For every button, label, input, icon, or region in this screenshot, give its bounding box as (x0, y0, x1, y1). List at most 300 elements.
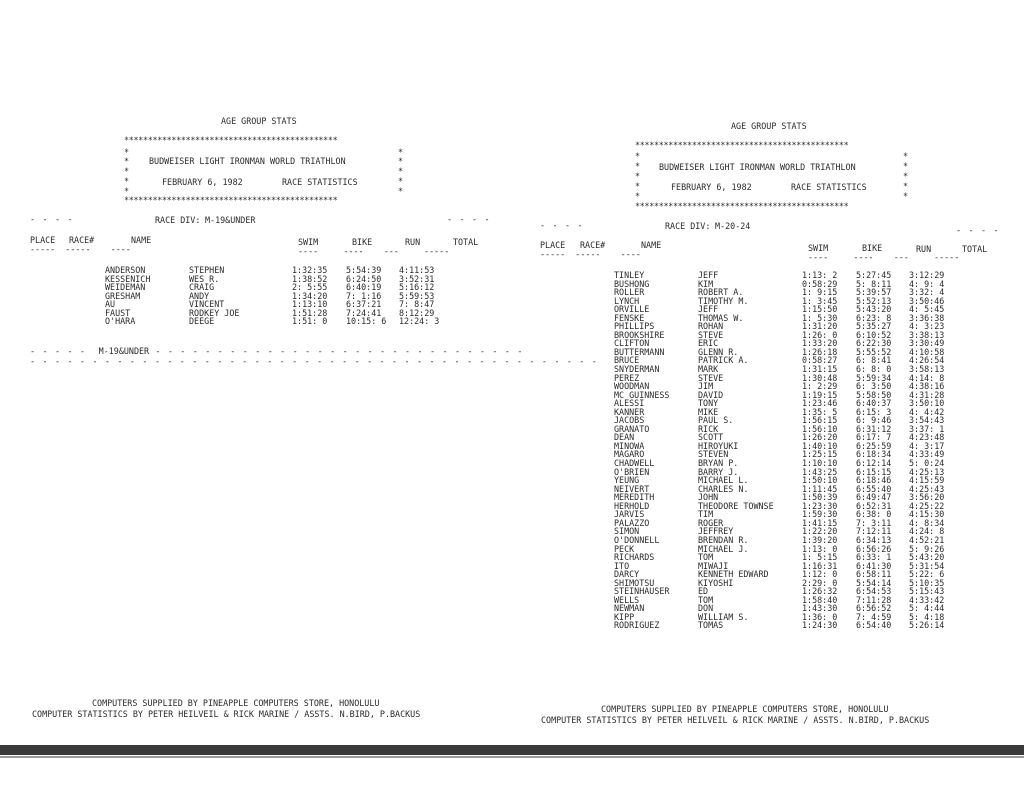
cell-bike: 10:15: 6 (346, 316, 387, 327)
cell-swim: 1:30:48 (802, 372, 838, 383)
cell-last-name: RICHARDS (614, 552, 655, 563)
cell-first-name: MICHAEL L. (698, 475, 749, 486)
cell-bike: 6:31:12 (856, 423, 892, 434)
cell-swim: 1:32:35 (292, 265, 328, 275)
cell-bike: 6:58:11 (856, 569, 892, 580)
cell-last-name: ALESSI (614, 398, 645, 409)
right-col-swim: SWIM (808, 243, 829, 253)
cell-last-name: ROLLER (614, 287, 645, 298)
cell-last-name: BRUCE (614, 355, 640, 366)
cell-swim: 1:36: 0 (802, 611, 838, 622)
cell-last-name: ANDERSON (105, 265, 146, 275)
cell-swim: 1:13: 2 (802, 270, 838, 280)
cell-swim: 1:26:32 (802, 586, 838, 597)
cell-first-name: TIM (698, 509, 714, 520)
cell-bike: 6:18:46 (856, 475, 892, 486)
left-race-div-label: RACE DIV: (155, 215, 201, 225)
cell-bike: 5:54:14 (856, 577, 892, 588)
cell-bike: 6:52:31 (856, 500, 892, 511)
cell-run: 5: 4:18 (909, 611, 945, 622)
cell-first-name: STEVEN (698, 449, 729, 460)
cell-last-name: YEUNG (614, 475, 640, 486)
cell-swim: 1:16:31 (802, 560, 838, 571)
cell-first-name: BRENDAN R. (698, 534, 749, 545)
cell-bike: 6: 8:41 (856, 355, 892, 366)
cell-swim: 1:31:15 (802, 364, 838, 375)
cell-last-name: LYNCH (614, 295, 640, 306)
cell-swim: 1:58:40 (802, 594, 838, 605)
cell-swim: 1:35: 5 (802, 406, 838, 417)
cell-bike: 6:54:40 (856, 620, 892, 631)
cell-swim: 1:51:28 (292, 307, 328, 318)
right-box-top-border: ********************************************* (635, 140, 849, 150)
cell-bike: 5:39:57 (856, 287, 892, 298)
cell-run: 5:26:14 (909, 620, 945, 631)
cell-last-name: GRESHAM (105, 290, 141, 301)
cell-bike: 6:12:14 (856, 458, 892, 469)
cell-last-name: KANNER (614, 406, 645, 417)
cell-first-name: ERIC (698, 338, 719, 349)
cell-swim: 0:58:29 (802, 278, 838, 289)
left-col-underline: ---- ---- --- ----- (298, 246, 450, 256)
cell-run: 4:11:53 (399, 265, 435, 275)
cell-first-name: CHARLES N. (698, 483, 749, 494)
cell-run: 3:12:29 (909, 270, 945, 280)
right-box-side: * (635, 181, 641, 191)
cell-swim: 1: 3:45 (802, 295, 838, 306)
cell-first-name: THEODORE TOWNSE (698, 500, 774, 511)
left-box-side: * (124, 166, 130, 176)
left-footer2: COMPUTER STATISTICS BY PETER HEILVEIL & RICK MARINE / ASSTS. N.BIRD, P.BACKUS (32, 709, 421, 719)
right-box-side: * (903, 171, 909, 181)
left-footer-dash: - - - - - - - - - - - - - - - - - - - - - - - - - - - - - - - - - - - - - - - - - - - - - - (30, 356, 599, 366)
cell-last-name: MEREDITH (614, 492, 655, 503)
left-box-title: BUDWEISER LIGHT IRONMAN WORLD TRIATHLON (149, 156, 346, 166)
cell-run: 4: 8:34 (909, 517, 945, 528)
right-box-side: * (635, 161, 641, 171)
cell-first-name: MIKE (698, 406, 719, 417)
cell-swim: 0:58:27 (802, 355, 838, 366)
left-footer1: COMPUTERS SUPPLIED BY PINEAPPLE COMPUTERS STORE, HONOLULU (92, 698, 380, 708)
cell-swim: 2: 5:55 (292, 282, 328, 293)
cell-first-name: PATRICK A. (698, 355, 749, 366)
cell-bike: 5:54:39 (346, 265, 382, 275)
cell-swim: 1:39:20 (802, 534, 838, 545)
cell-swim: 1:50:39 (802, 492, 838, 503)
cell-last-name: HERHOLD (614, 500, 650, 511)
cell-bike: 6:15:15 (856, 466, 892, 477)
cell-run: 3:32: 4 (909, 287, 945, 298)
right-dash: - - - - (540, 220, 584, 230)
cell-first-name: TIMOTHY M. (698, 295, 749, 306)
cell-first-name: DON (698, 603, 714, 614)
cell-bike: 7:11:28 (856, 594, 892, 605)
cell-bike: 6:33: 1 (856, 552, 892, 563)
cell-last-name: O'DONNELL (614, 534, 660, 545)
cell-run: 4: 3:23 (909, 321, 945, 332)
cell-last-name: FAUST (105, 307, 131, 318)
cell-first-name: HIROYUKI (698, 440, 739, 451)
left-dash: - - - - (30, 214, 74, 224)
cell-run: 4:33:42 (909, 594, 945, 605)
cell-bike: 6:17: 7 (856, 432, 892, 443)
cell-run: 3:54:43 (909, 415, 945, 426)
cell-first-name: STEPHEN (189, 265, 225, 275)
cell-run: 4:25:22 (909, 500, 945, 511)
cell-last-name: GRANATO (614, 423, 650, 434)
cell-last-name: MAGARO (614, 449, 645, 460)
cell-swim: 1:22:20 (802, 526, 838, 537)
cell-swim: 1:50:10 (802, 475, 838, 486)
cell-bike: 6:34:13 (856, 534, 892, 545)
cell-first-name: DEEGE (189, 316, 215, 327)
cell-first-name: CRAIG (189, 282, 215, 293)
cell-first-name: VINCENT (189, 299, 225, 310)
cell-swim: 1:13:10 (292, 299, 328, 310)
cell-bike: 5:43:20 (856, 304, 892, 315)
cell-run: 5:16:12 (399, 282, 435, 293)
cell-swim: 1:26:18 (802, 346, 838, 357)
cell-last-name: FENSKE (614, 312, 645, 323)
cell-run: 3:38:13 (909, 329, 945, 340)
cell-first-name: SCOTT (698, 432, 724, 443)
cell-first-name: ROBERT A. (698, 287, 744, 298)
cell-last-name: O'BRIEN (614, 466, 650, 477)
cell-swim: 1:43:25 (802, 466, 838, 477)
cell-first-name: RICK (698, 423, 719, 434)
cell-run: 4:24: 8 (909, 526, 945, 537)
cell-last-name: WELLS (614, 594, 640, 605)
cell-last-name: RODRIGUEZ (614, 620, 660, 631)
cell-last-name: DEAN (614, 432, 635, 443)
cell-first-name: TONY (698, 398, 719, 409)
left-box-side: * (398, 147, 404, 157)
cell-bike: 7:24:41 (346, 307, 382, 318)
cell-bike: 5:58:50 (856, 389, 892, 400)
cell-run: 4:38:16 (909, 381, 945, 392)
cell-swim: 1:51: 0 (292, 316, 328, 327)
right-col-name: NAME (641, 240, 662, 250)
cell-run: 5:31:54 (909, 560, 945, 571)
cell-run: 5: 9:26 (909, 543, 945, 554)
right-col-total: TOTAL (962, 244, 988, 254)
left-box-side: * (398, 166, 404, 176)
cell-swim: 1:24:30 (802, 620, 838, 631)
cell-last-name: MINOWA (614, 440, 645, 451)
cell-first-name: WES R. (189, 273, 220, 284)
cell-first-name: TOMAS (698, 620, 724, 631)
cell-run: 8:12:29 (399, 307, 435, 318)
right-box-side: * (635, 171, 641, 181)
cell-last-name: PHILLIPS (614, 321, 655, 332)
cell-last-name: NEIVERT (614, 483, 650, 494)
cell-first-name: THOMAS W. (698, 312, 744, 323)
cell-bike: 6:55:40 (856, 483, 892, 494)
left-col-race: RACE# (69, 235, 95, 245)
cell-swim: 1:19:15 (802, 389, 838, 400)
cell-run: 5: 0:24 (909, 458, 945, 469)
cell-last-name: KIPP (614, 611, 635, 622)
cell-swim: 1:11:45 (802, 483, 838, 494)
cell-run: 5:59:53 (399, 290, 435, 301)
cell-last-name: WOODMAN (614, 381, 650, 392)
cell-run: 4:31:28 (909, 389, 945, 400)
left-box-side: * (124, 176, 130, 186)
cell-run: 12:24: 3 (399, 316, 440, 327)
right-race-div-label: RACE DIV: (665, 221, 711, 231)
cell-run: 3:30:49 (909, 338, 945, 349)
right-col-underline: ----- ----- ---- (540, 249, 641, 259)
cell-bike: 6:10:52 (856, 329, 892, 340)
cell-bike: 6:18:34 (856, 449, 892, 460)
right-box-side: * (903, 151, 909, 161)
right-col-run: RUN (916, 244, 932, 254)
cell-run: 5:22: 6 (909, 569, 945, 580)
cell-swim: 2:29: 0 (802, 577, 838, 588)
cell-last-name: BUTTERMANN (614, 346, 665, 357)
cell-swim: 1:40:10 (802, 440, 838, 451)
cell-first-name: JEFF (698, 304, 719, 315)
left-col-bike: BIKE (352, 237, 373, 247)
cell-bike: 5:27:45 (856, 270, 892, 280)
cell-first-name: MICHAEL J. (698, 543, 749, 554)
right-col-place: PLACE (540, 240, 566, 250)
cell-run: 3:36:38 (909, 312, 945, 323)
cell-first-name: DAVID (698, 389, 724, 400)
left-header: AGE GROUP STATS (221, 116, 297, 126)
right-col-bike: BIKE (862, 243, 883, 253)
left-race-div: M-19&UNDER (205, 215, 256, 225)
cell-run: 4: 3:17 (909, 440, 945, 451)
cell-last-name: KESSENICH (105, 273, 151, 284)
left-box-side: * (398, 176, 404, 186)
right-box-side: * (635, 191, 641, 201)
right-box-date: FEBRUARY 6, 1982 (671, 182, 752, 192)
left-box-date: FEBRUARY 6, 1982 (162, 177, 243, 187)
cell-first-name: STEVE (698, 372, 724, 383)
right-box-sub: RACE STATISTICS (791, 182, 867, 192)
left-footer-div-label: M-19&UNDER (98, 346, 150, 356)
right-box-title: BUDWEISER LIGHT IRONMAN WORLD TRIATHLON (659, 162, 856, 172)
left-footer-div: - - - - - M-19&UNDER - - - - - - - - - - - - - - - - - - - - - - - - - - - - - - (30, 346, 524, 356)
cell-last-name: WEIDEMAN (105, 282, 146, 293)
cell-bike: 6:41:30 (856, 560, 892, 571)
right-box-side: * (903, 181, 909, 191)
cell-bike: 6: 8: 0 (856, 364, 892, 375)
cell-bike: 7: 4:59 (856, 611, 892, 622)
cell-first-name: KENNETH EDWARD (698, 569, 769, 580)
cell-run: 5:15:43 (909, 586, 945, 597)
cell-first-name: WILLIAM S. (698, 611, 749, 622)
cell-run: 4:23:48 (909, 432, 945, 443)
cell-first-name: ANDY (189, 290, 210, 301)
cell-first-name: MARK (698, 364, 719, 375)
scan-bottom-line (0, 756, 1024, 758)
left-box-bottom-border: ********************************************* (124, 195, 338, 205)
cell-last-name: TINLEY (614, 270, 645, 280)
left-box-side: * (398, 156, 404, 166)
cell-bike: 6: 9:46 (856, 415, 892, 426)
cell-run: 3:50:10 (909, 398, 945, 409)
left-col-place: PLACE (30, 235, 56, 245)
cell-run: 4:14: 8 (909, 372, 945, 383)
left-box-side: * (124, 147, 130, 157)
cell-bike: 7:12:11 (856, 526, 892, 537)
cell-swim: 1:26: 0 (802, 329, 838, 340)
cell-last-name: JACOBS (614, 415, 645, 426)
cell-bike: 6:56:26 (856, 543, 892, 554)
cell-bike: 6:49:47 (856, 492, 892, 503)
cell-run: 4: 9: 4 (909, 278, 945, 289)
cell-last-name: PECK (614, 543, 635, 554)
cell-bike: 6:25:59 (856, 440, 892, 451)
left-box-top-border: ********************************************* (124, 135, 338, 145)
cell-first-name: BARRY J. (698, 466, 739, 477)
cell-first-name: JEFFREY (698, 526, 734, 537)
cell-last-name: MC GUINNESS (614, 389, 670, 400)
cell-run: 3:56:20 (909, 492, 945, 503)
cell-swim: 1:13: 0 (802, 543, 838, 554)
cell-swim: 1:56:10 (802, 423, 838, 434)
cell-run: 4:10:58 (909, 346, 945, 357)
cell-swim: 1:59:30 (802, 509, 838, 520)
cell-last-name: SNYDERMAN (614, 364, 660, 375)
cell-first-name: BRYAN P. (698, 458, 739, 469)
cell-swim: 1:10:10 (802, 458, 838, 469)
right-col-race: RACE# (580, 240, 606, 250)
cell-run: 7: 8:47 (399, 299, 435, 310)
cell-bike: 6:40:19 (346, 282, 382, 293)
right-box-bottom-border: ********************************************* (635, 201, 849, 211)
cell-last-name: BUSHONG (614, 278, 650, 289)
left-col-run: RUN (405, 237, 421, 247)
cell-last-name: CLIFTON (614, 338, 650, 349)
cell-bike: 6:54:53 (856, 586, 892, 597)
cell-last-name: JARVIS (614, 509, 645, 520)
cell-bike: 6:38: 0 (856, 509, 892, 520)
cell-run: 4: 5:45 (909, 304, 945, 315)
cell-bike: 6:24:50 (346, 273, 382, 284)
cell-run: 4:15:30 (909, 509, 945, 520)
cell-swim: 1:34:20 (292, 290, 328, 301)
left-col-name: NAME (131, 235, 152, 245)
cell-bike: 6:40:37 (856, 398, 892, 409)
right-col-underline: ---- ---- --- ----- (808, 252, 960, 262)
scan-bottom-bar (0, 745, 1024, 755)
cell-first-name: JOHN (698, 492, 719, 503)
cell-run: 4: 4:42 (909, 406, 945, 417)
cell-bike: 6:23: 8 (856, 312, 892, 323)
cell-run: 4:15:59 (909, 475, 945, 486)
cell-first-name: ROHAN (698, 321, 724, 332)
cell-last-name: PALAZZO (614, 517, 650, 528)
cell-last-name: ORVILLE (614, 304, 650, 315)
cell-swim: 1:33:20 (802, 338, 838, 349)
cell-last-name: NEWMAN (614, 603, 645, 614)
cell-swim: 1:38:52 (292, 273, 328, 284)
cell-first-name: ED (698, 586, 709, 597)
cell-swim: 1: 9:15 (802, 287, 838, 298)
cell-run: 3:58:13 (909, 364, 945, 375)
cell-swim: 1:23:30 (802, 500, 838, 511)
cell-run: 4:25:13 (909, 466, 945, 477)
cell-bike: 6:56:52 (856, 603, 892, 614)
cell-swim: 1:23:46 (802, 398, 838, 409)
cell-last-name: STEINHAUSER (614, 586, 670, 597)
cell-first-name: TOM (698, 594, 714, 605)
cell-bike: 5:52:13 (856, 295, 892, 306)
cell-first-name: STEVE (698, 329, 724, 340)
cell-run: 3:52:31 (399, 273, 435, 284)
cell-last-name: AU (105, 299, 116, 310)
cell-run: 3:37: 1 (909, 423, 945, 434)
cell-last-name: SHIMOTSU (614, 577, 655, 588)
cell-swim: 1: 2:29 (802, 381, 838, 392)
cell-first-name: JEFF (698, 270, 719, 280)
cell-swim: 1:15:50 (802, 304, 838, 315)
cell-first-name: JIM (698, 381, 714, 392)
cell-bike: 7: 3:11 (856, 517, 892, 528)
cell-swim: 1:31:20 (802, 321, 838, 332)
left-dash: - - - - (447, 214, 491, 224)
cell-swim: 1:41:15 (802, 517, 838, 528)
cell-run: 3:50:46 (909, 295, 945, 306)
left-box-side: * (124, 186, 130, 196)
cell-bike: 6:22:30 (856, 338, 892, 349)
cell-last-name: PEREZ (614, 372, 640, 383)
right-box-side: * (903, 161, 909, 171)
cell-swim: 1: 5:30 (802, 312, 838, 323)
cell-run: 4:33:49 (909, 449, 945, 460)
cell-bike: 5:55:52 (856, 346, 892, 357)
cell-last-name: O'HARA (105, 316, 136, 327)
left-box-side: * (398, 186, 404, 196)
left-col-swim: SWIM (298, 237, 319, 247)
left-box-side: * (124, 156, 130, 166)
cell-run: 5: 4:44 (909, 603, 945, 614)
left-col-underline: ----- ----- ---- (30, 244, 131, 254)
cell-first-name: TOM (698, 552, 714, 563)
cell-last-name: CHADWELL (614, 458, 655, 469)
cell-first-name: KIYOSHI (698, 577, 734, 588)
right-header: AGE GROUP STATS (731, 121, 807, 131)
right-box-side: * (903, 191, 909, 201)
cell-bike: 6:37:21 (346, 299, 382, 310)
cell-bike: 6: 3:50 (856, 381, 892, 392)
left-col-total: TOTAL (453, 237, 479, 247)
cell-swim: 1:56:15 (802, 415, 838, 426)
cell-swim: 1:26:20 (802, 432, 838, 443)
cell-swim: 1:43:30 (802, 603, 838, 614)
cell-run: 4:52:21 (909, 534, 945, 545)
cell-first-name: ROGER (698, 517, 724, 528)
cell-last-name: BROOKSHIRE (614, 329, 665, 340)
cell-run: 4:26:54 (909, 355, 945, 366)
cell-run: 4:25:43 (909, 483, 945, 494)
cell-swim: 1:12: 0 (802, 569, 838, 580)
cell-run: 5:43:20 (909, 552, 945, 563)
right-footer1: COMPUTERS SUPPLIED BY PINEAPPLE COMPUTERS STORE, HONOLULU (601, 704, 889, 714)
cell-first-name: GLENN R. (698, 346, 739, 357)
cell-bike: 5:35:27 (856, 321, 892, 332)
cell-run: 5:10:35 (909, 577, 945, 588)
cell-last-name: SIMON (614, 526, 640, 537)
right-dash: - - - - (956, 225, 1000, 235)
right-footer2: COMPUTER STATISTICS BY PETER HEILVEIL & RICK MARINE / ASSTS. N.BIRD, P.BACKUS (541, 715, 930, 725)
cell-bike: 7: 1:16 (346, 290, 382, 301)
cell-first-name: MIWAJI (698, 560, 729, 571)
cell-first-name: RODKEY JOE (189, 307, 240, 318)
